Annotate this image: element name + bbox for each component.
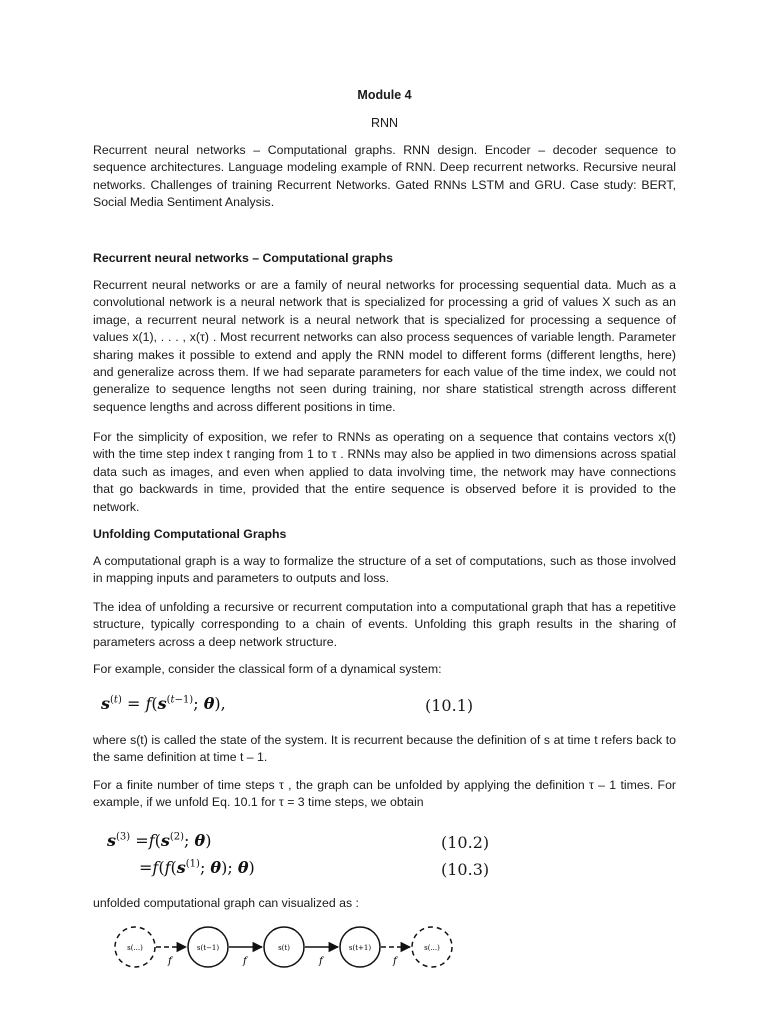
equation-number-10-1: (10.1) — [425, 696, 474, 715]
node-s-prev-ellipsis — [115, 927, 155, 967]
node-label: s(t) — [278, 944, 290, 952]
node-s-t-minus-1 — [188, 927, 228, 967]
finite-steps-paragraph: For a finite number of time steps τ , the graph can be unfolded by applying the definition τ – 1 times. For example, if we unfold Eq. 10.1 for τ = 3 time steps, we obtain — [93, 778, 676, 810]
rnn-intro-paragraph: Recurrent neural networks or are a family of neural networks for processing sequential data. Much as a convolutional network is a neural network that is specialized for processing a grid of values X such as an image, a recurrent neural network is a neural network that is specialized for processing a sequence of values x(1), . . . , x(τ) . Most recurrent networks can also process sequences of variable length. Parameter sharing makes it possible to extend and apply the RNN model to different forms (different lengths, here) and generalize across them. If we had separate parameters for each value of the time index, we could not generalize to sequence lengths not seen during training, nor share statistical strength across different sequence lengths and across different positions in time. — [93, 278, 676, 414]
edge-label-f: f — [243, 956, 247, 967]
edge-label-f: f — [168, 956, 172, 967]
state-definition-paragraph: where s(t) is called the state of the system. It is recurrent because the definition of s at time t refers back to the same definition at time t – 1. — [93, 733, 676, 765]
equation-10-1: $s^{(t)} = f(s^{(t-1)}$; θ), — [101, 694, 226, 713]
node-label: s(...) — [424, 944, 440, 952]
graph-visualization-caption: unfolded computational graph can visualized as : — [93, 896, 359, 910]
node-s-next-ellipsis — [412, 927, 452, 967]
exposition-paragraph: For the simplicity of exposition, we refer to RNNs as operating on a sequence that contains vectors x(t) with the time step index t ranging from 1 to τ . RNNs may also be applied in two dimensions across spatial data such as images, and even when applied to data involving time, the network may have connections that go backwards in time, provided that the entire sequence is observed before it is provided to the network. — [93, 430, 676, 514]
node-label: s(t+1) — [348, 944, 372, 952]
node-s-t-plus-1 — [340, 927, 380, 967]
module-subtitle: RNN — [370, 116, 399, 130]
dynamical-system-intro: For example, consider the classical form of a dynamical system: — [93, 662, 442, 676]
equation-number-10-3: (10.3) — [441, 860, 490, 879]
node-label: s(t−1) — [196, 944, 220, 952]
section-heading-unfolding: Unfolding Computational Graphs — [93, 527, 287, 541]
edge-label-f: f — [319, 956, 323, 967]
syllabus-paragraph: Recurrent neural networks – Computational graphs. RNN design. Encoder – decoder sequence to sequence architectures. Language modeling example of RNN. Deep recurrent networks. Recursive neural networks. Challenges of training Recurrent Networks. Gated RNNs LSTM and GRU. Case study: BERT, Social Media Sentiment Analysis. — [93, 143, 676, 210]
unfolded-graph-diagram — [110, 922, 460, 974]
module-title: Module 4 — [357, 88, 412, 102]
equation-10-2: $s^{(3)} =f(s^{(2)}$; θ) — [107, 831, 212, 850]
equation-10-3: $=f(f(s^{(1)}$; θ); θ) — [139, 858, 255, 877]
unfolding-idea-paragraph: The idea of unfolding a recursive or recurrent computation into a computational graph that has a repetitive structure, typically corresponding to a chain of events. Unfolding this graph results in the sharing of parameters across a deep network structure. — [93, 600, 676, 649]
computational-graph-definition: A computational graph is a way to formalize the structure of a set of computations, such as those involved in mapping inputs and parameters to outputs and loss. — [93, 554, 676, 586]
equation-number-10-2: (10.2) — [441, 833, 490, 852]
section-heading-computational-graphs: Recurrent neural networks – Computational graphs — [93, 251, 393, 265]
node-label: s(...) — [127, 944, 143, 952]
node-s-t — [264, 927, 304, 967]
edge-label-f: f — [393, 956, 397, 967]
